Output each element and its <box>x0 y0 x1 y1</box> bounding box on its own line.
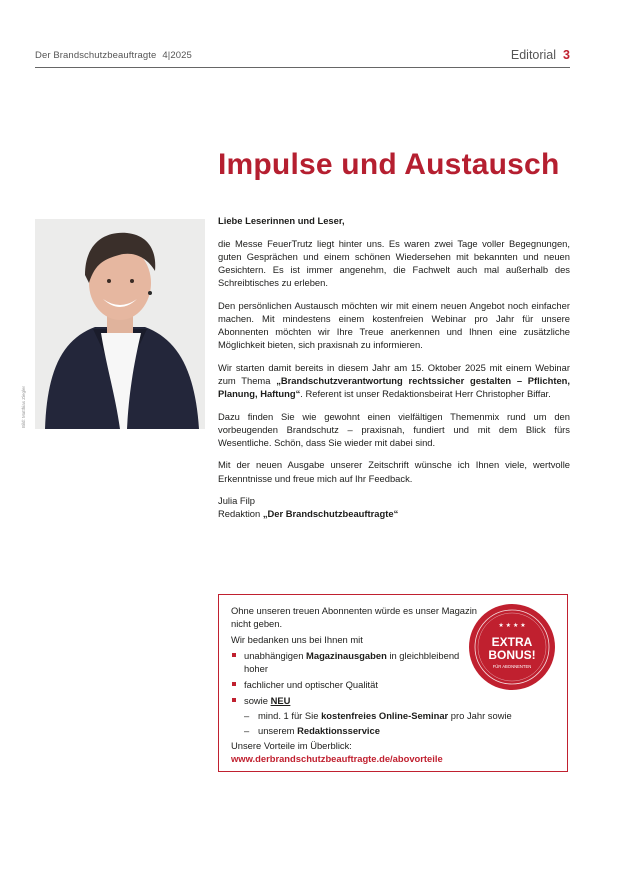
sub-benefit <box>231 709 512 722</box>
signature-publication: „Der Brandschutzbeauftragte“ <box>262 508 399 520</box>
sub-benefit-1-prefix: mind. 1 für Sie <box>258 710 322 722</box>
section-label: Editorial <box>510 48 557 62</box>
promo-thanks: Wir bedanken uns bei Ihnen mit <box>231 634 363 646</box>
publication-name: Der Brandschutzbeauftragte <box>35 50 157 61</box>
benefit-1-prefix: unabhängigen <box>244 650 307 662</box>
paragraph-4: Dazu finden Sie wie gewohnt einen vielfältigen Themenmix rund um den vorbeugenden Brandschutz – praxisnah, fundiert und mit dem Blick fürs Wesentliche. Schön, dass Sie wieder mit dabei sind. <box>218 410 570 448</box>
benefit-item <box>231 649 481 675</box>
sub-benefit-1-bold: kostenfreies Online-Seminar <box>321 710 449 722</box>
author-photo <box>35 219 205 429</box>
page-header <box>35 48 570 66</box>
issue-number: 4|2025 <box>162 50 192 61</box>
running-head <box>35 50 192 61</box>
benefit-item <box>231 678 481 691</box>
benefit-1-suffix: in gleichbleibend hoher <box>244 650 460 675</box>
sub-benefit <box>231 724 481 737</box>
photo-credit: Bild: Matthias Ziegler <box>21 385 26 428</box>
signature-name: Julia Filp <box>218 495 255 507</box>
badge-line-1: EXTRA <box>491 635 533 649</box>
header-rule <box>35 67 570 68</box>
paragraph-2: Den persönlichen Austausch möchten wir mit einem neuen Angebot noch einfacher machen. Mit mindestens einem kostenfreien Webinar pro Jahr für unsere Abonnenten möchten wir Ihre Treue anerkennen und Ihnen eine zusätzliche Möglichkeit bieten, sich praxisnah zu informieren. <box>218 299 570 351</box>
sub-benefit-2-prefix: unserem <box>258 725 298 737</box>
dash-mark: – <box>244 710 250 722</box>
sub-benefit-2-bold: Redaktionsservice <box>297 725 380 737</box>
benefit-1-bold: Magazinausgaben <box>306 650 387 662</box>
paragraph-3-end: . Referent ist unser Redaktionsbeirat Herr Christopher Biffar. <box>300 388 551 400</box>
paragraph-5: Mit der neuen Ausgabe unserer Zeitschrift wünsche ich Ihnen viele, wertvolle Erkenntnisse und freue mich auf Ihr Feedback. <box>218 459 570 484</box>
abovorteile-link[interactable]: www.derbrandschutzbeauftragte.de/abovorteile <box>231 753 443 765</box>
bullet-square-icon <box>232 682 236 686</box>
sub-benefit-1-suffix: pro Jahr sowie <box>448 710 512 722</box>
paragraph-3 <box>218 361 570 400</box>
signature-role <box>218 507 570 520</box>
new-label: NEU <box>270 694 291 706</box>
benefits-list <box>231 649 481 706</box>
bullet-square-icon <box>232 698 236 702</box>
benefit-3-prefix: sowie <box>244 694 271 706</box>
badge-line-2: BONUS! <box>488 648 536 662</box>
extra-bonus-badge <box>467 602 557 692</box>
seal-icon <box>467 602 557 692</box>
overview-label: Unsere Vorteile im Überblick: <box>231 740 352 752</box>
bullet-square-icon <box>232 653 236 657</box>
webinar-topic: „Brandschutzverantwortung rechtssicher gestalten – Pflichten, Planung, Haftung“ <box>218 374 570 400</box>
svg-text:★ ★ ★ ★: ★ ★ ★ ★ <box>498 622 526 629</box>
page-number: 3 <box>563 48 570 62</box>
salutation: Liebe Leserinnen und Leser, <box>218 215 345 226</box>
badge-line-3: FÜR ABONNENTEN <box>492 664 532 669</box>
benefit-item <box>231 694 481 707</box>
editorial-letter <box>218 214 570 520</box>
signature-role-prefix: Redaktion <box>218 508 263 520</box>
dash-mark: – <box>244 725 250 737</box>
benefit-2: fachlicher und optischer Qualität <box>244 678 378 690</box>
section-info <box>511 48 570 62</box>
article-title: Impulse und Austausch <box>218 148 560 181</box>
paragraph-1: die Messe FeuerTrutz liegt hinter uns. Es waren zwei Tage voller Begegnungen, guten Gesprächen und einem schönen Wiedersehen mit bekannten und neuen Gesichtern. Es ist immer angenehm, die Fachwelt auch mal außerhalb des Schreibtisches zu erleben. <box>218 238 570 289</box>
paragraph-3-intro: Wir starten damit bereits in diesem Jahr am 15. Oktober 2025 mit einem Webinar zum Thema <box>218 361 570 386</box>
promo-intro: Ohne unseren treuen Abonnenten würde es unser Magazin nicht geben. <box>231 605 478 630</box>
